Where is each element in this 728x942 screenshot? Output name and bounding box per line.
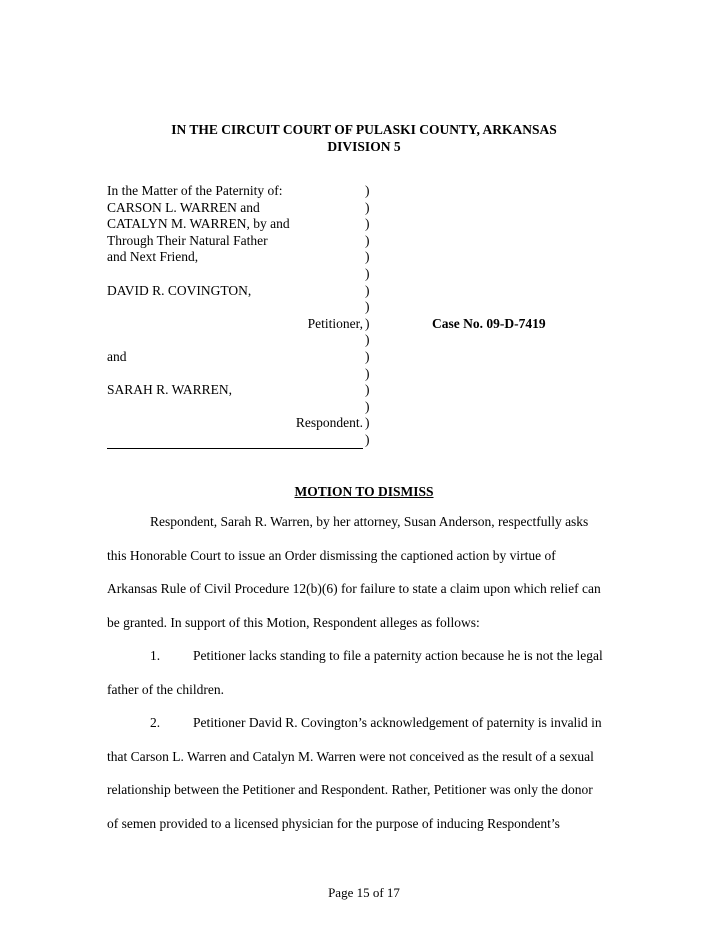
body-line: that Carson L. Warren and Catalyn M. Warren were not conceived as the result of a sexual [107, 748, 594, 764]
body-line: this Honorable Court to issue an Order dismissing the captioned action by virtue of [107, 547, 556, 563]
caption-line: SARAH R. WARREN, [107, 382, 233, 398]
motion-body [107, 514, 637, 849]
caption-line [107, 266, 363, 283]
court-header [0, 122, 728, 155]
item-number: 2. [150, 715, 161, 730]
paren: ) [365, 249, 370, 265]
caption-line [107, 332, 363, 349]
caption-line: and Next Friend, [107, 249, 199, 265]
caption-line: In the Matter of the Paternity of: [107, 183, 283, 198]
body-line: be granted. In support of this Motion, Respondent alleges as follows: [107, 614, 480, 630]
paren: ) [365, 216, 370, 232]
caption-rule [107, 432, 363, 449]
caption-line: and [107, 348, 127, 364]
body-line: relationship between the Petitioner and Respondent. Rather, Petitioner was only the donor [107, 782, 593, 797]
body-line: father of the children. [107, 681, 224, 697]
paren: ) [365, 332, 370, 348]
paren: ) [365, 199, 370, 215]
paren: ) [365, 265, 370, 281]
court-division: DIVISION 5 [327, 138, 401, 154]
caption-line: CARSON L. WARREN and [107, 199, 260, 215]
caption-parties [107, 183, 363, 449]
numbered-item-1 [107, 648, 637, 682]
caption-paren-column [365, 183, 375, 449]
paren: ) [365, 183, 370, 198]
numbered-item-2 [107, 715, 637, 749]
paren: ) [365, 232, 370, 248]
paren: ) [365, 315, 370, 331]
caption-line: CATALYN M. WARREN, by and [107, 216, 290, 232]
body-line: Arkansas Rule of Civil Procedure 12(b)(6) for failure to state a claim upon which relief can [107, 581, 601, 596]
paren: ) [365, 398, 370, 414]
paren: ) [365, 382, 370, 398]
paren: ) [365, 348, 370, 364]
paren: ) [365, 299, 370, 315]
case-number: Case No. 09-D-7419 [432, 315, 546, 331]
caption-line: Through Their Natural Father [107, 232, 268, 248]
motion-title: MOTION TO DISMISS [294, 484, 434, 499]
body-line: of semen provided to a licensed physician for the purpose of inducing Respondent’s [107, 815, 560, 831]
paren: ) [365, 431, 370, 447]
item-number: 1. [150, 648, 161, 663]
caption-line [107, 399, 363, 416]
body-line: Petitioner David R. Covington’s acknowledgement of paternity is invalid in [193, 715, 602, 730]
paren: ) [365, 282, 370, 298]
respondent-label: Respondent. [295, 415, 363, 431]
paren: ) [365, 365, 370, 381]
court-name: IN THE CIRCUIT COURT OF PULASKI COUNTY, ARKANSAS [171, 122, 557, 137]
petitioner-label: Petitioner, [307, 315, 363, 331]
caption-line [107, 299, 363, 316]
caption-line [107, 366, 363, 383]
body-line: Petitioner lacks standing to file a paternity action because he is not the legal [193, 648, 603, 663]
caption-line: DAVID R. COVINGTON, [107, 282, 252, 298]
page-footer: Page 15 of 17 [328, 885, 400, 900]
paren: ) [365, 415, 370, 431]
body-line: Respondent, Sarah R. Warren, by her attorney, Susan Anderson, respectfully asks [150, 514, 589, 529]
